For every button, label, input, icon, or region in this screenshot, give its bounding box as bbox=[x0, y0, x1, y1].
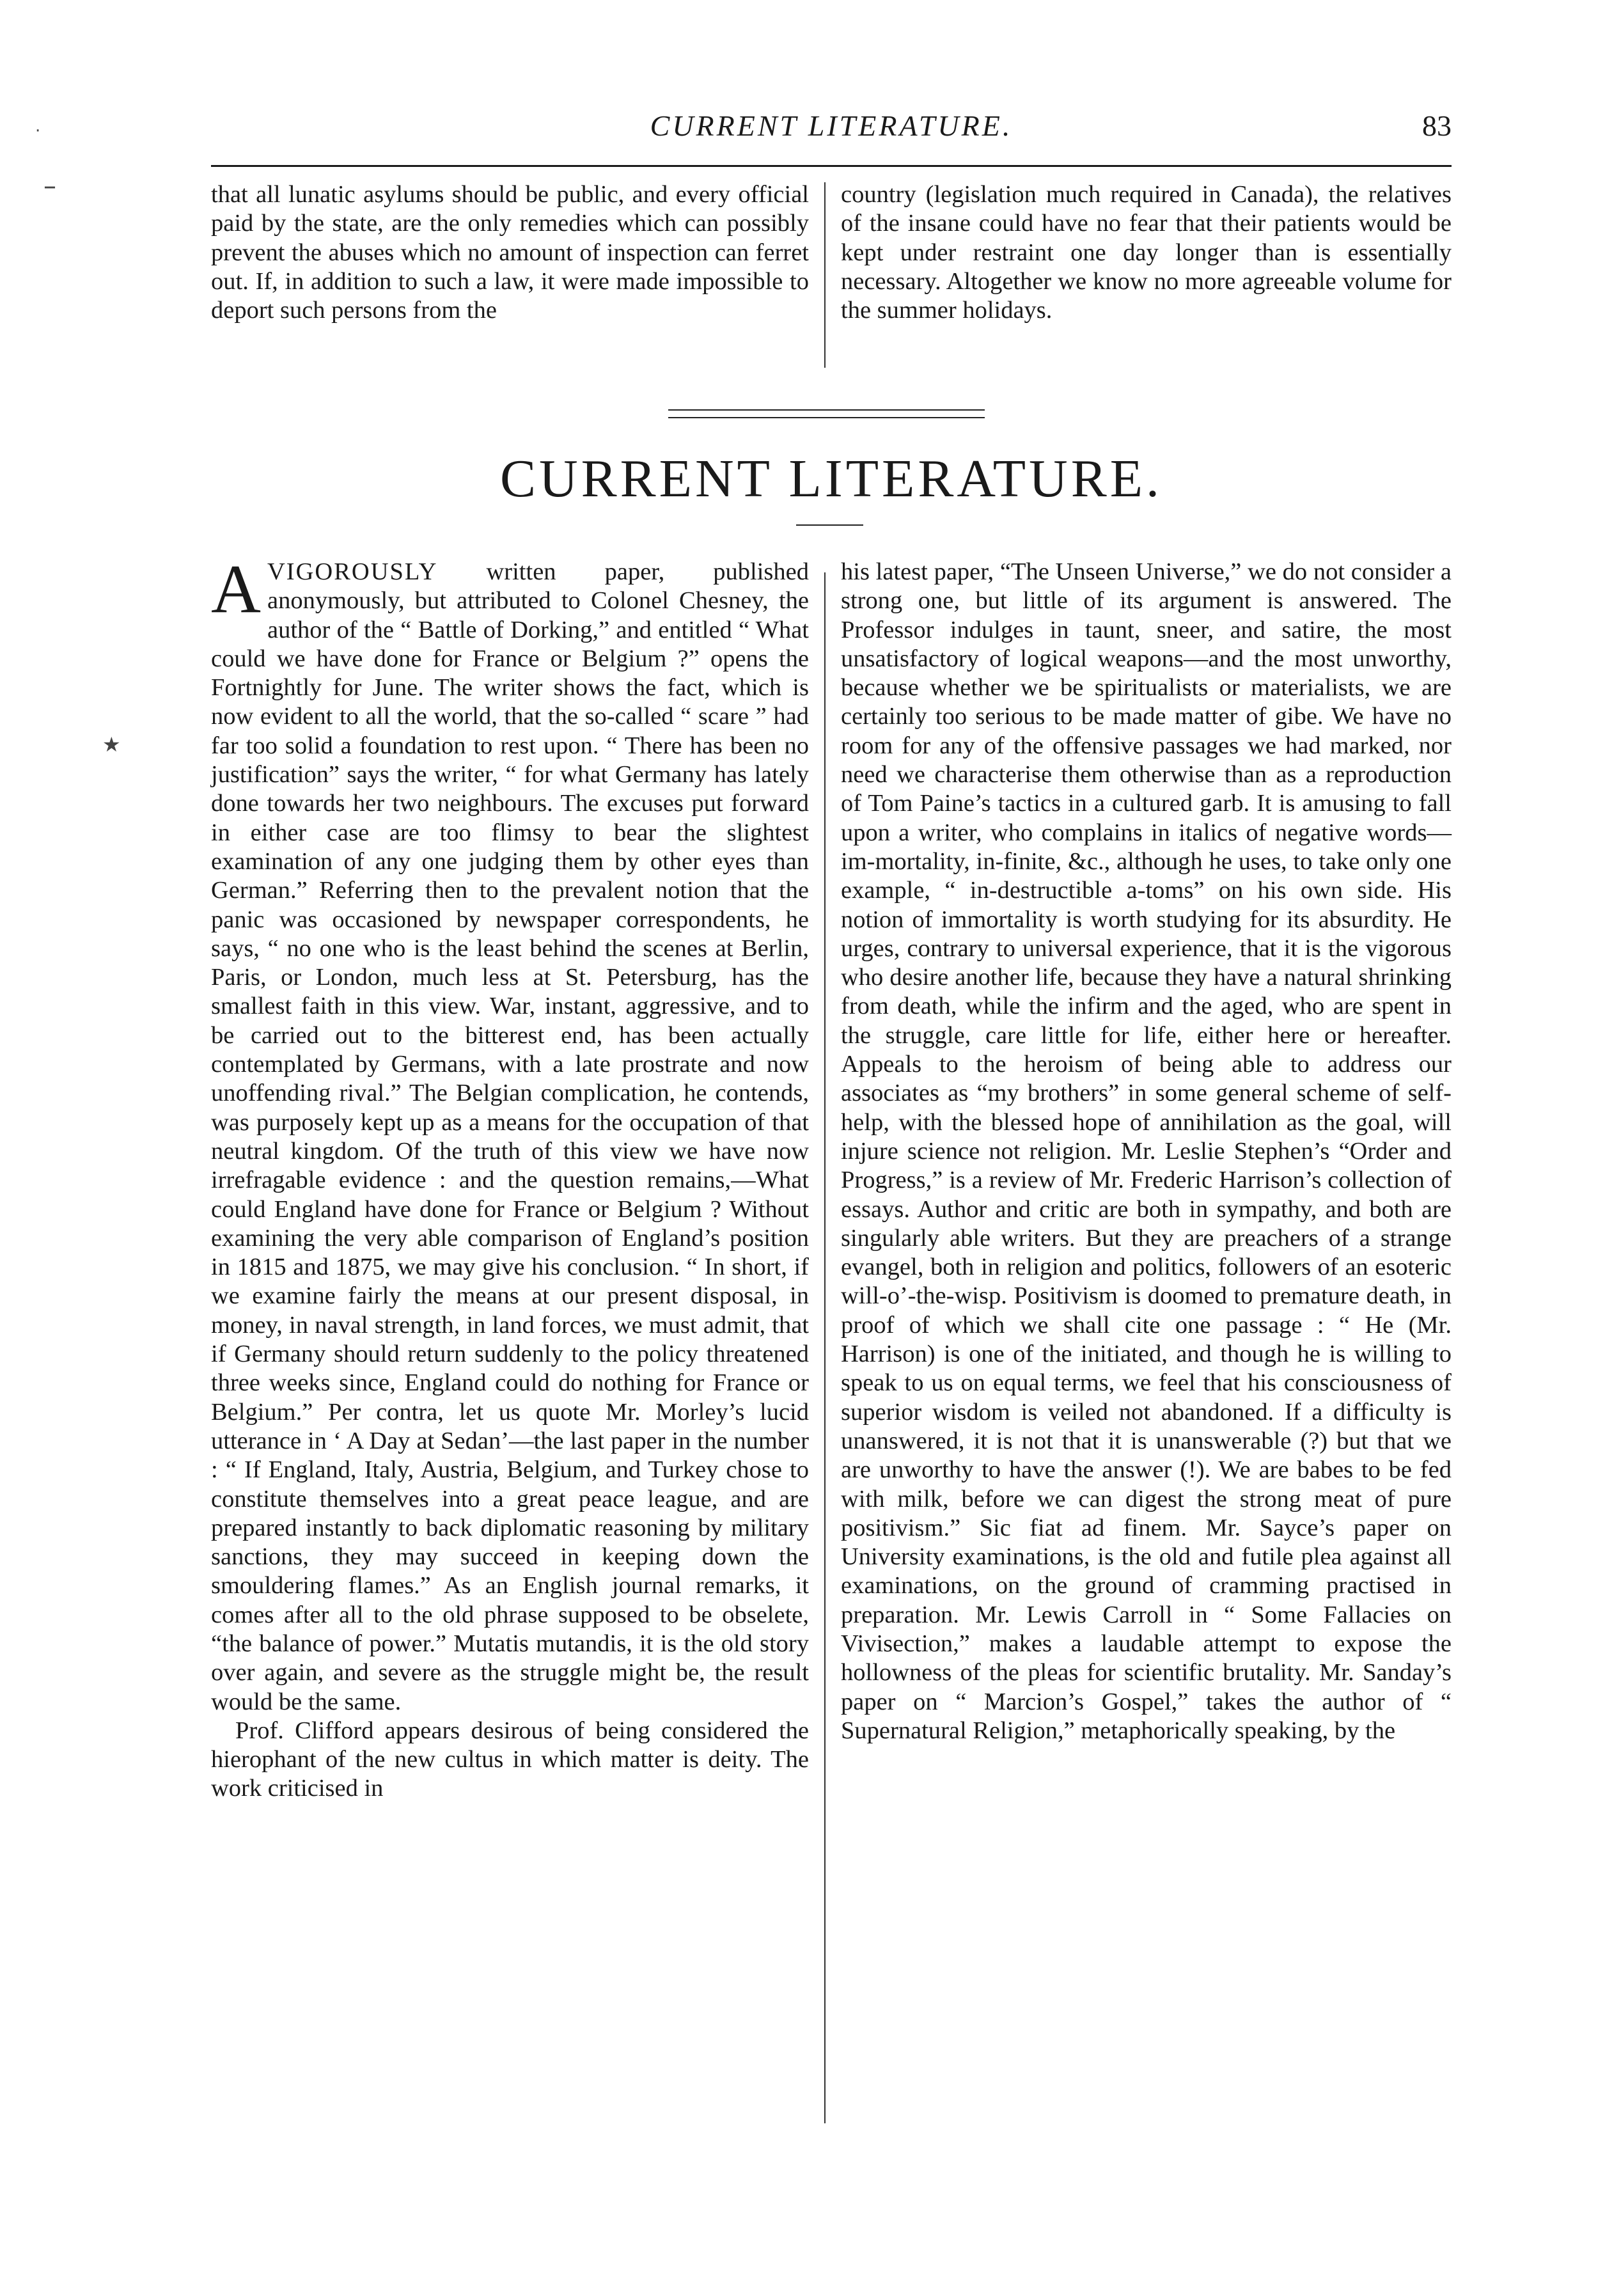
top-left-paragraph: that all lunatic asylums should be public, and every official paid by the state, are the only remedies which can possibly prevent the abuses which no amount of inspection can ferret out. If, in addition to such a law, it were made impossible to deport such persons from the bbox=[211, 181, 809, 324]
header-rule bbox=[211, 165, 1452, 167]
column-divider-main bbox=[824, 572, 826, 2123]
running-head bbox=[211, 109, 1452, 153]
top-right-paragraph: country (legislation much required in Canada), the relatives of the insane could have no fear that their patients would be kept under restraint one day longer than is essentially necessary. Altogether we know no more agreeable volume for the summer holidays. bbox=[841, 181, 1452, 324]
margin-star-mark: ★ bbox=[102, 732, 121, 757]
title-underline bbox=[796, 524, 863, 526]
column-divider-top bbox=[824, 182, 826, 368]
main-left-paragraph-2: Prof. Clifford appears desirous of being considered the hierophant of the new cultus in which matter is deity. The work criticised in bbox=[211, 1717, 809, 1802]
margin-dash-mark: – bbox=[43, 171, 56, 201]
lead-caps: VIGOROUSLY bbox=[267, 558, 438, 585]
top-left-column bbox=[211, 180, 809, 325]
section-title: CURRENT LITERATURE. bbox=[499, 449, 1163, 508]
main-left-column bbox=[211, 551, 809, 1804]
page-number: 83 bbox=[1422, 109, 1452, 142]
main-right-paragraph: his latest paper, “The Unseen Universe,” we do not consider a strong one, but little of its argument is answered. The Professor indulges in taunt, sneer, and satire, the most unsatisfactory of logical weapons—and the most unworthy, because whether we be spiritualists or materialists, we are certainly too serious to be made matter of gibe. We have no room for any of the offensive passages we had marked, nor need we characterise them otherwise than as a reproduction of Tom Paine’s tactics in a cultured garb. It is amusing to fall upon a writer, who complains in italics of negative words—im-mortality, in-finite, &c., although he uses, to take only one example, “ in-destructible a-toms” on his own side. His notion of immortality is worth studying for its absurdity. He urges, contrary to universal experience, that it is the vigorous who desire another life, because they have a natural shrinking from death, while the infirm and the aged, who are spent in the struggle, care little for life, either here or hereafter. Appeals to the heroism of being able to address our associates as “my brothers” in some general scheme of self-help, with the blessed hope of annihilation as the goal, will injure science not religion. Mr. Leslie Stephen’s “Order and Progress,” is a review of Mr. Frederic Harrison’s collection of essays. Author and critic are both in sympathy, and both are singularly able writers. But they are preachers of a strange evangel, both in religion and politics, followers of an esoteric will-o’-the-wisp. Positivism is doomed to premature death, in proof of which we shall cite one passage : “ He (Mr. Harrison) is one of the initiated, and though he is willing to speak to us on equal terms, we feel that his consciousness of superior wisdom is veiled not abandoned. If a difficulty is unanswered, it is not that it is unanswerable (?) but that we are unworthy to have the answer (!). We are babes to be fed with milk, before we can digest the strong meat of pure positivism.” Sic fiat ad finem. Mr. Sayce’s paper on University examinations, is the old and futile plea against all examinations, on the ground of cramming practised in preparation. Mr. Lewis Carroll in “ Some Fallacies on Vivisection,” makes a laudable attempt to expose the hollowness of the pleas for scientific brutality. Mr. Sanday’s paper on “ Marcion’s Gospel,” takes the author of “ Supernatural Religion,” metaphorically speaking, by the bbox=[841, 558, 1452, 1744]
running-title: CURRENT LITERATURE. bbox=[650, 109, 1013, 142]
section-rule-upper bbox=[668, 409, 985, 411]
margin-dot-mark: · bbox=[35, 122, 41, 141]
paragraph-1-text: written paper, published anonymously, but attributed to Colonel Chesney, the author of the “ Battle of Dorking,” and entitled “ What could we have done for France or Belgium ?” opens the Fortnightly for June. The writer shows the fact, which is now evident to all the world, that the so-called “ scare ” had far too solid a foundation to rest upon. “ There has been no justification” says the writer, “ for what Germany has lately done towards her two neighbours. The excuses put forward in either case are too flimsy to bear the slightest examination of any one judging them by other eyes than German.” Referring then to the prevalent notion that the panic was occasioned by newspaper correspondents, he says, “ no one who is the least behind the scenes at Berlin, Paris, or London, much less at St. Petersburg, has the smallest faith in this view. War, instant, aggressive, and to be carried out to the bitterest end, has been actually contemplated by Germans, with a late prostrate and now unoffending rival.” The Belgian complication, he contends, was purposely kept up as a means for the occupation of that neutral kingdom. Of the truth of this view we have now irrefragable evidence : and the question remains,—What could England have done for France or Belgium ? Without examining the very able comparison of England’s position in 1815 and 1875, we may give his conclusion. “ In short, if we examine fairly the means at our present disposal, in money, in naval strength, in land forces, we must admit, that if Germany should return suddenly to the policy threatened three weeks since, England could do nothing for France or Belgium.” Per contra, let us quote Mr. Morley’s lucid utterance in ‘ A Day at Sedan’—the last paper in the number : “ If England, Italy, Austria, Belgium, and Turkey chose to constitute themselves into a great peace league, and are prepared instantly to back diplomatic reasoning by military sanctions, they may succeed in keeping down the smouldering flames.” As an English journal remarks, it comes after all to the old phrase supposed to be obselete, “the balance of power.” Mutatis mutandis, it is the old story over again, and severe as the struggle might be, the result would be the same. bbox=[211, 558, 809, 1715]
main-right-column bbox=[841, 558, 1452, 1745]
section-rule-lower bbox=[668, 417, 985, 418]
top-right-column bbox=[841, 180, 1452, 325]
drop-cap: A bbox=[211, 551, 261, 627]
main-left-paragraph-1 bbox=[211, 551, 809, 1717]
